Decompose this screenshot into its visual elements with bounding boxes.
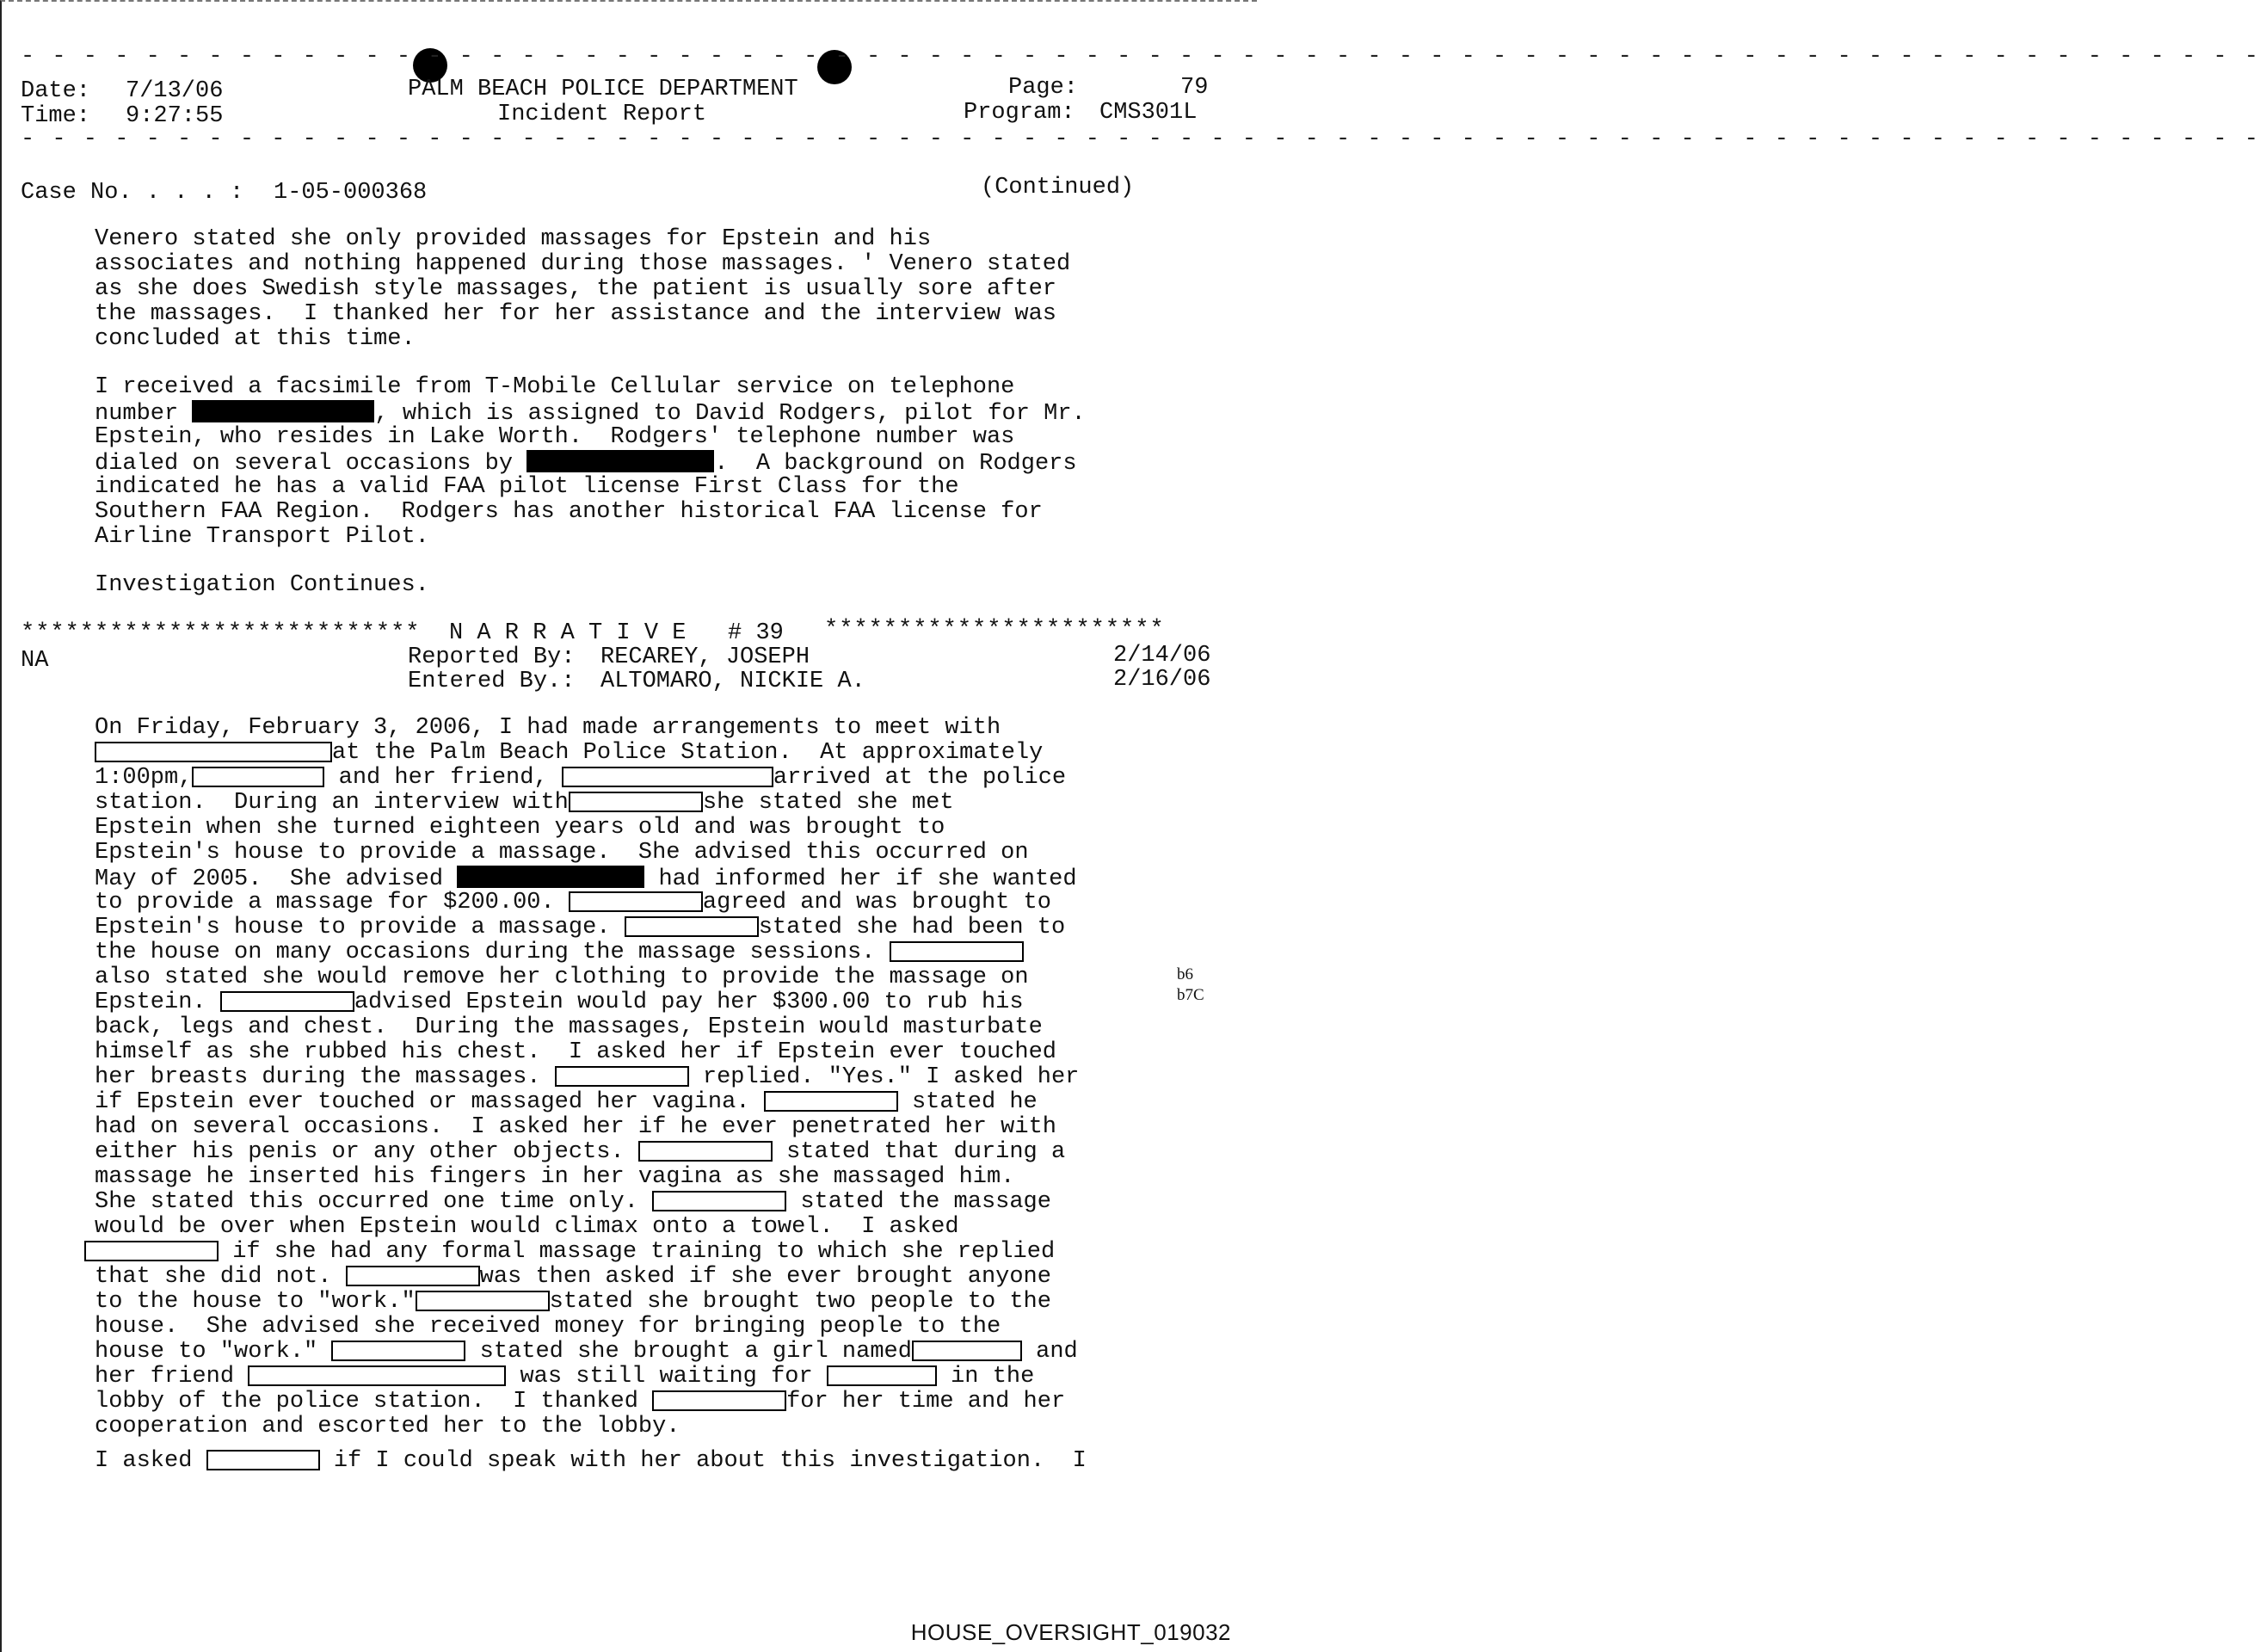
text-segment: . A background on Rodgers xyxy=(714,451,1077,477)
reported-date: 2/14/06 xyxy=(1113,643,1211,669)
redaction-box xyxy=(331,1341,465,1361)
text-line xyxy=(95,1365,1153,1390)
redaction-box xyxy=(569,891,703,912)
text-segment: was still waiting for xyxy=(520,1364,813,1390)
text-line xyxy=(95,1065,1153,1090)
text-line: Epstein when she turned eighteen years old and was brought to xyxy=(95,815,945,841)
paragraph-facsimile xyxy=(95,375,1153,550)
redaction-box xyxy=(652,1191,786,1211)
text-segment: to the house to "work." xyxy=(95,1289,416,1315)
redaction-black xyxy=(192,400,374,422)
text-segment: if I could speak with her about this investigation. I xyxy=(333,1448,1087,1474)
text-segment: her friend xyxy=(95,1364,235,1390)
text-segment: that she did not. xyxy=(95,1264,332,1290)
narrative-code: NA xyxy=(21,648,49,674)
text-segment: , which is assigned to David Rodgers, pilot for Mr. xyxy=(374,401,1086,427)
text-line xyxy=(95,866,1153,891)
text-segment: she stated she met xyxy=(702,790,954,816)
time-label: Time: xyxy=(21,103,91,129)
text-segment: stated the massage xyxy=(800,1189,1051,1215)
redaction-box xyxy=(84,1241,219,1261)
investigation-continues: Investigation Continues. xyxy=(95,572,429,598)
header-top-rule: - - - - - - - - - - - - - - - - - - - - - - - - - - - - - - - - - - - - - - - - - - - - - - - - - - - - - - - - - - - - - - - - - - - - - - - - xyxy=(21,44,2260,70)
text-segment: and xyxy=(1036,1339,1078,1365)
time-value: 9:27:55 xyxy=(126,103,224,129)
text-line xyxy=(95,1090,1153,1115)
text-segment: had informed her if she wanted xyxy=(658,866,1077,892)
text-line xyxy=(95,891,1153,915)
text-segment: either his penis or any other objects. xyxy=(95,1139,625,1165)
text-segment: number xyxy=(95,401,193,427)
text-line xyxy=(95,990,1153,1015)
redaction-box xyxy=(206,1450,320,1470)
text-segment: 1:00pm, xyxy=(95,765,193,791)
case-label: Case No. . . . : xyxy=(21,180,244,206)
text-segment: house to "work." xyxy=(95,1339,318,1365)
redaction-box xyxy=(220,991,354,1012)
narrative-body xyxy=(95,716,1153,1439)
text-segment: stated he xyxy=(911,1089,1038,1115)
text-segment: stated that during a xyxy=(786,1139,1066,1165)
text-line: also stated she would remove her clothing to provide the massage on xyxy=(95,965,1029,990)
redaction-box xyxy=(569,792,703,812)
date-label: Date: xyxy=(21,78,91,104)
text-segment: I asked xyxy=(95,1448,193,1474)
redaction-black xyxy=(457,866,644,888)
text-line xyxy=(95,766,1153,791)
text-line: Epstein's house to provide a massage. She advised this occurred on xyxy=(95,840,1029,866)
redaction-box xyxy=(192,767,324,787)
redaction-box xyxy=(827,1365,937,1386)
narrative-stars-left: *************************** xyxy=(21,620,421,646)
narrative-stars-right: *********************** xyxy=(824,617,1165,643)
text-line: Southern FAA Region. Rodgers has another historical FAA license for xyxy=(95,499,1043,525)
redaction-box xyxy=(95,742,332,762)
text-line xyxy=(95,1390,1153,1415)
text-segment: May of 2005. She advised xyxy=(95,866,458,892)
text-segment: for her time and her xyxy=(786,1389,1066,1415)
bates-number: HOUSE_OVERSIGHT_019032 xyxy=(910,1619,1231,1645)
entered-by-label: Entered By.: xyxy=(408,669,576,694)
text-line xyxy=(95,1265,1153,1290)
text-line: I received a facsimile from T-Mobile Cellular service on telephone xyxy=(95,374,1015,400)
entered-by-name: ALTOMARO, NICKIE A. xyxy=(600,669,865,694)
redaction-box xyxy=(555,1066,689,1087)
text-segment: Epstein's house to provide a massage. xyxy=(95,915,611,940)
paragraph-venero xyxy=(95,227,1153,352)
entered-date: 2/16/06 xyxy=(1113,667,1211,693)
text-line: On Friday, February 3, 2006, I had made arrangements to meet with xyxy=(95,715,1001,741)
text-segment: She stated this occurred one time only. xyxy=(95,1189,638,1215)
text-line xyxy=(95,741,1153,766)
text-segment: Epstein. xyxy=(95,989,206,1015)
redaction-box xyxy=(248,1365,506,1386)
text-line: Venero stated she only provided massages for Epstein and his xyxy=(95,226,932,252)
reported-by-name: RECAREY, JOSEPH xyxy=(600,644,810,670)
program-label: Program: xyxy=(964,100,1075,126)
text-segment: if she had any formal massage training to which she replied xyxy=(232,1239,1056,1265)
text-line xyxy=(95,1140,1153,1165)
page-label: Page: xyxy=(1008,75,1079,101)
redaction-box xyxy=(416,1291,550,1311)
case-number: 1-05-000368 xyxy=(274,180,428,206)
text-line: cooperation and escorted her to the lobby. xyxy=(95,1414,680,1439)
text-segment: stated she brought two people to the xyxy=(549,1289,1051,1315)
report-type: Incident Report xyxy=(497,102,707,127)
text-segment: replied. "Yes." I asked her xyxy=(702,1064,1080,1090)
text-line: had on several occasions. I asked her if he ever penetrated her with xyxy=(95,1114,1056,1140)
text-line xyxy=(95,915,1153,940)
text-line xyxy=(95,1190,1153,1215)
text-line xyxy=(95,940,1153,965)
text-line xyxy=(95,1290,1153,1315)
text-segment: dialed on several occasions by xyxy=(95,451,527,477)
redaction-black xyxy=(527,450,714,472)
text-line xyxy=(95,450,1153,475)
text-segment: advised Epstein would pay her $300.00 to rub his xyxy=(354,989,1024,1015)
text-segment: in the xyxy=(951,1364,1035,1390)
text-line: concluded at this time. xyxy=(95,326,416,352)
text-segment: her breasts during the massages. xyxy=(95,1064,541,1090)
text-segment: stated she had been to xyxy=(758,915,1066,940)
text-line xyxy=(95,400,1153,425)
redaction-box xyxy=(652,1390,786,1411)
date-value: 7/13/06 xyxy=(126,78,224,104)
text-line: as she does Swedish style massages, the patient is usually sore after xyxy=(95,276,1056,302)
continued-label: (Continued) xyxy=(981,175,1135,200)
text-segment: at the Palm Beach Police Station. At approximately xyxy=(332,740,1044,766)
narrative-title: N A R R A T I V E # 39 xyxy=(449,620,784,646)
text-segment: the house on many occasions during the massage sessions. xyxy=(95,940,876,965)
text-segment: agreed and was brought to xyxy=(702,890,1051,915)
text-segment: lobby of the police station. I thanked xyxy=(95,1389,638,1415)
text-line: the massages. I thanked her for her assistance and the interview was xyxy=(95,301,1056,327)
text-line xyxy=(95,791,1153,816)
closing-line xyxy=(95,1449,1087,1474)
text-segment: and her friend, xyxy=(324,765,548,791)
text-line: back, legs and chest. During the massages, Epstein would masturbate xyxy=(95,1014,1043,1040)
text-line: Epstein, who resides in Lake Worth. Rodgers' telephone number was xyxy=(95,424,1015,450)
reported-by-label: Reported By: xyxy=(408,644,576,670)
redaction-box xyxy=(346,1266,480,1286)
exemption-code-b7c: b7C xyxy=(1177,986,1204,1004)
text-line xyxy=(95,1340,1153,1365)
text-line: would be over when Epstein would climax onto a towel. I asked xyxy=(95,1214,959,1240)
text-segment: arrived at the police xyxy=(773,765,1067,791)
text-line: associates and nothing happened during those massages. ' Venero stated xyxy=(95,251,1071,277)
exemption-code-b6: b6 xyxy=(1177,965,1193,983)
redaction-box xyxy=(912,1341,1022,1361)
text-line: Airline Transport Pilot. xyxy=(95,524,429,550)
text-line xyxy=(95,1240,1153,1265)
redaction-box xyxy=(625,916,759,937)
redaction-box xyxy=(562,767,773,787)
header-bottom-rule: - - - - - - - - - - - - - - - - - - - - - - - - - - - - - - - - - - - - - - - - - - - - - - - - - - - - - - - - - - - - - - - - - - - - - - - - xyxy=(21,126,2260,152)
text-line: house. She advised she received money for bringing people to the xyxy=(95,1314,1001,1340)
text-segment: stated she brought a girl named xyxy=(479,1339,912,1365)
text-line: himself as she rubbed his chest. I asked her if Epstein ever touched xyxy=(95,1039,1056,1065)
program-value: CMS301L xyxy=(1099,100,1198,126)
text-segment: station. During an interview with xyxy=(95,790,569,816)
redaction-box xyxy=(638,1141,773,1162)
redaction-box xyxy=(890,941,1024,962)
text-segment: if Epstein ever touched or massaged her vagina. xyxy=(95,1089,750,1115)
department-title: PALM BEACH POLICE DEPARTMENT xyxy=(408,77,798,102)
page-number: 79 xyxy=(1180,75,1209,101)
text-segment: to provide a massage for $200.00. xyxy=(95,890,555,915)
text-segment: was then asked if she ever brought anyone xyxy=(479,1264,1051,1290)
text-line: indicated he has a valid FAA pilot license First Class for the xyxy=(95,474,959,500)
redaction-box xyxy=(764,1091,898,1112)
text-line: massage he inserted his fingers in her vagina as she massaged him. xyxy=(95,1164,1015,1190)
